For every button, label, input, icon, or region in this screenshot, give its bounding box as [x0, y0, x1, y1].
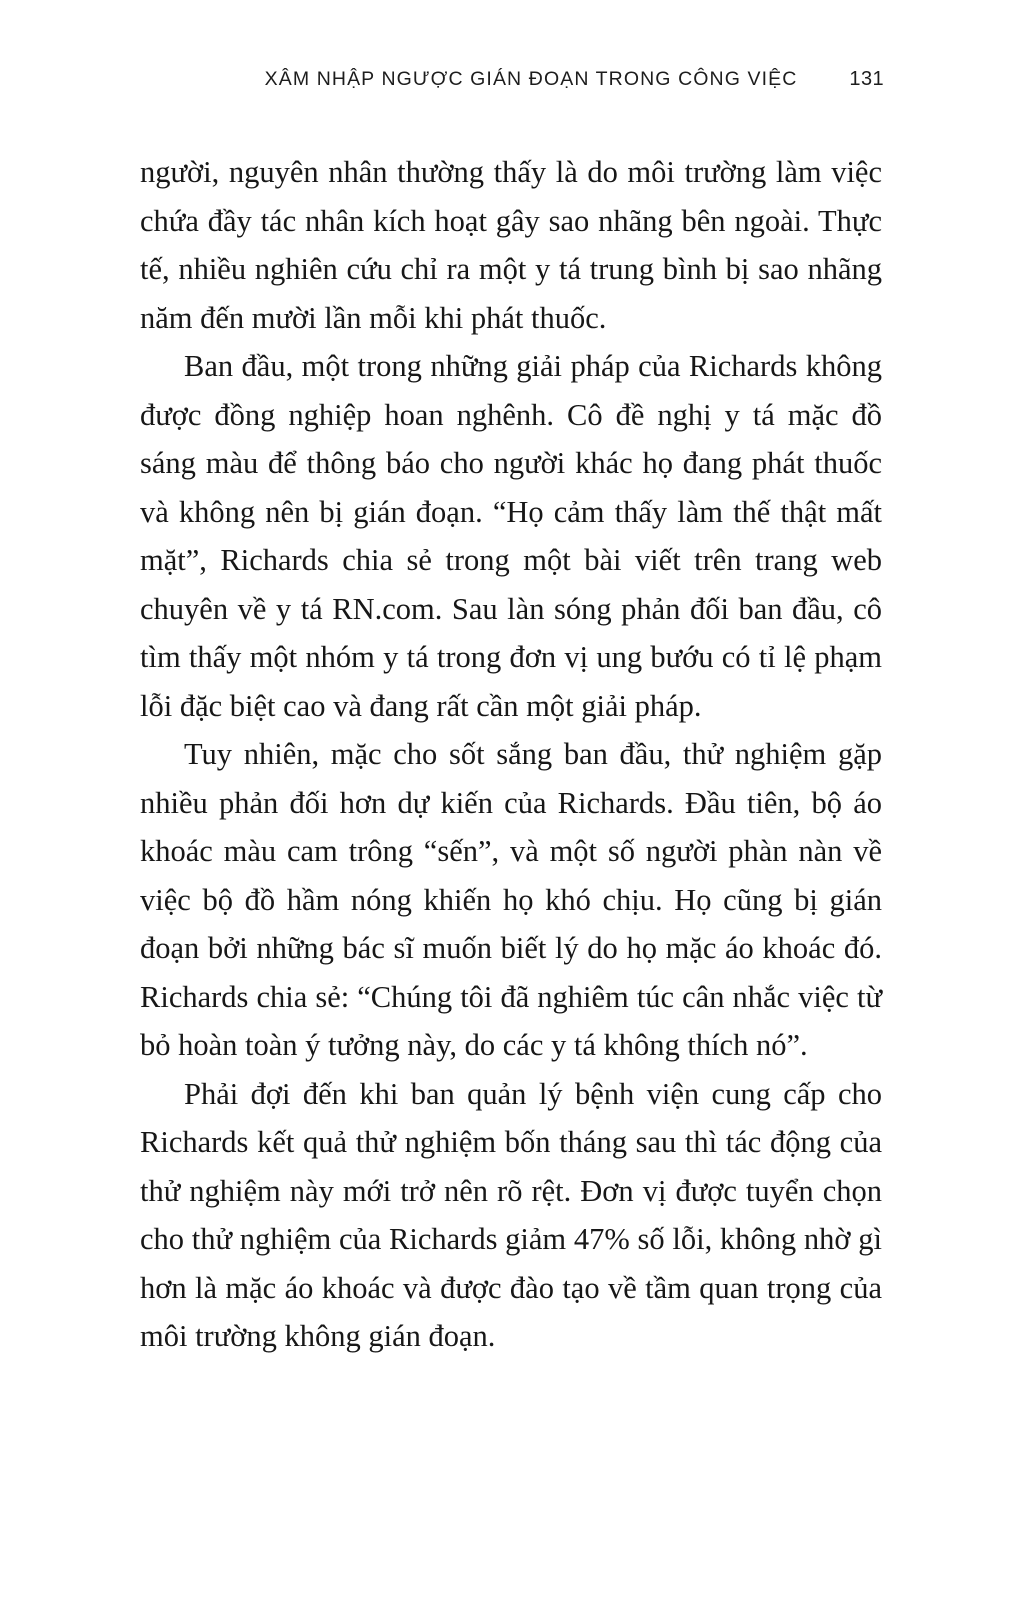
- running-head: [140, 68, 884, 91]
- running-head-title: XÂM NHẬP NGƯỢC GIÁN ĐOẠN TRONG CÔNG VIỆC: [264, 68, 798, 90]
- paragraph: người, nguyên nhân thường thấy là do môi trường làm việc chứa đầy tác nhân kích hoạt gây sao nhãng bên ngoài. Thực tế, nhiều nghiên cứu chỉ ra một y tá trung bình bị sao nhãng năm đến mười lần mỗi khi phát thuốc.: [140, 155, 882, 335]
- paragraph: Phải đợi đến khi ban quản lý bệnh viện cung cấp cho Richards kết quả thử nghiệm bốn tháng sau thì tác động của thử nghiệm này mới trở nên rõ rệt. Đơn vị được tuyển chọn cho thử nghiệm của Richards giảm 47% số lỗi, không nhờ gì hơn là mặc áo khoác và được đào tạo về tầm quan trọng của môi trường không gián đoạn.: [140, 1076, 882, 1353]
- body-text: [140, 148, 882, 1361]
- paragraph: Ban đầu, một trong những giải pháp của Richards không được đồng nghiệp hoan nghênh. Cô đề nghị y tá mặc đồ sáng màu để thông báo cho người khác họ đang phát thuốc và không nên bị gián đoạn. “Họ cảm thấy làm thế thật mất mặt”, Richards chia sẻ trong một bài viết trên trang web chuyên về y tá RN.com. Sau làn sóng phản đối ban đầu, cô tìm thấy một nhóm y tá trong đơn vị ung bướu có tỉ lệ phạm lỗi đặc biệt cao và đang rất cần một giải pháp.: [140, 349, 882, 723]
- paragraph: Tuy nhiên, mặc cho sốt sắng ban đầu, thử nghiệm gặp nhiều phản đối hơn dự kiến của Richards. Đầu tiên, bộ áo khoác màu cam trông “sến”, và một số người phàn nàn về việc bộ đồ hầm nóng khiến họ khó chịu. Họ cũng bị gián đoạn bởi những bác sĩ muốn biết lý do họ mặc áo khoác đó. Richards chia sẻ: “Chúng tôi đã nghiêm túc cân nhắc việc từ bỏ hoàn toàn ý tưởng này, do các y tá không thích nó”.: [140, 737, 882, 1062]
- page-number: 131: [849, 68, 884, 90]
